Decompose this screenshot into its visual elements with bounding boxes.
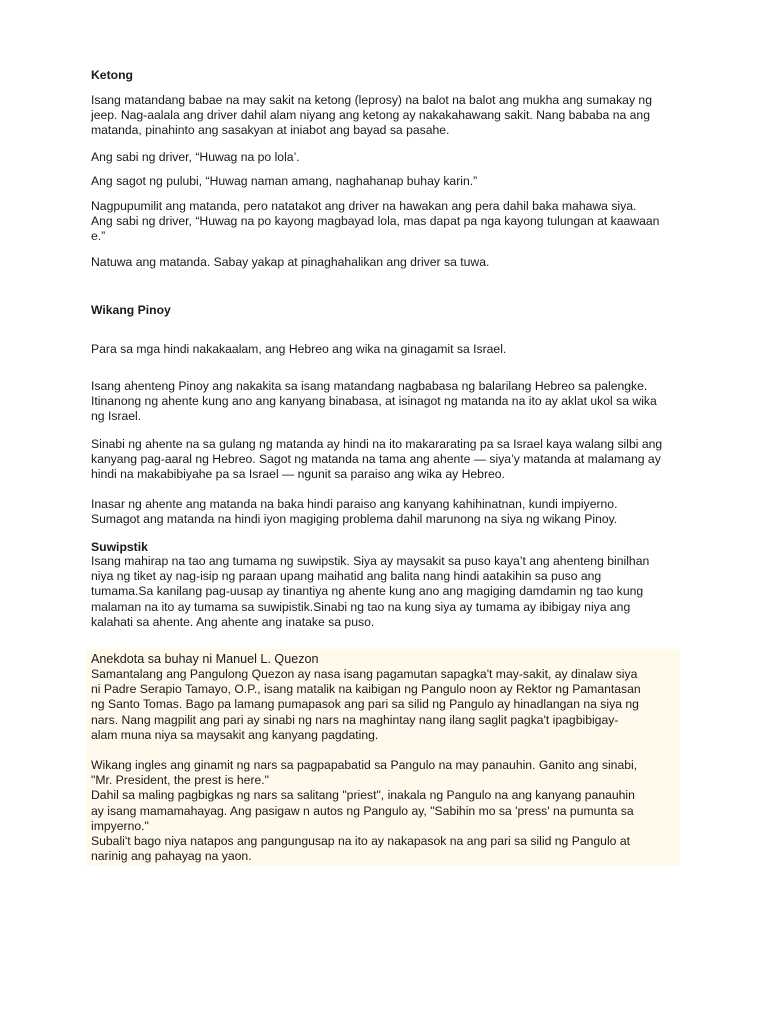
heading-suwipstik: Suwipstik	[91, 540, 148, 554]
heading-wikang-pinoy: Wikang Pinoy	[91, 303, 171, 317]
suwipstik-paragraph-1: Isang mahirap na tao ang tumama ng suwipstik. Siya ay maysakit sa puso kaya’t ang ahenteng binilhan niya ng tiket ay nag-isip ng paraan upang maihatid ang balita nang hindi aatakihin sa puso ang tumama.Sa kanilang pag-uusap ay tinantiya ng ahente kung ano ang magiging damdamin ng tao kung malaman na ito ay tumama sa suwipistik.Sinabi ng tao na kung siya ay tumama ay ibibigay niya ang kalahati sa ahente. Ang ahente ang inatake sa puso.	[91, 554, 650, 629]
ketong-paragraph-5: Natuwa ang matanda. Sabay yakap at pinaghahalikan ang driver sa tuwa.	[91, 255, 490, 269]
ketong-paragraph-3: Ang sagot ng pulubi, “Huwag naman amang, naghahanap buhay karin.”	[91, 174, 478, 188]
ketong-paragraph-4: Nagpupumilit ang matanda, pero natatakot ang driver na hawakan ang pera dahil baka mahawa siya. Ang sabi ng driver, “Huwag na po kayong magbayad lola, mas dapat pa nga kayong tulungan at kaawaan e.”	[91, 199, 660, 244]
quezon-paragraph-2: Wikang ingles ang ginamit ng nars sa pagpapabatid sa Pangulo na may panauhin. Ganito ang sinabi, "Mr. President, the prest is here." Dahil sa maling pagbigkas ng nars sa salitang "priest", inakala ng Pangulo na ang kanyang panauhin ay isang mamamahayag. Ang pasigaw n autos ng Pangulo ay, "Sabihin mo sa 'press' na pumunta sa impyerno." Subali't bago niya natapos ang pangungusap na ito ay nakapasok na ang pari sa silid ng Pangulo at narinig ang pahayag na yaon.	[91, 758, 638, 864]
quezon-paragraph-1: Samantalang ang Pangulong Quezon ay nasa isang pagamutan sapagka't may-sakit, ay dinalaw siya ni Padre Serapio Tamayo, O.P., isang matalik na kaibigan ng Pangulo noon ay Rektor ng Pamantasan ng Santo Tomas. Bago pa lamang pumapasok ang pari sa silid ng Pangulo ay hinadlangan na siya ng nars. Nang magpilit ang pari ay sinabi ng nars na maghintay nang ilang saglit pagka't ipagbibigay- alam muna niya sa maysakit ang kanyang pagdating.	[91, 667, 641, 742]
wikang-pinoy-paragraph-2: Isang ahenteng Pinoy ang nakakita sa isang matandang nagbabasa ng balarilang Hebreo sa palengke. Itinanong ng ahente kung ano ang kanyang binabasa, at isinagot ng matanda na ito ay aklat ukol sa wika ng Israel.	[91, 379, 657, 424]
ketong-paragraph-2: Ang sabi ng driver, “Huwag na po lola’.	[91, 150, 300, 164]
wikang-pinoy-paragraph-4: Inasar ng ahente ang matanda na baka hindi paraiso ang kanyang kahihinatnan, kundi impiyerno. Sumagot ang matanda na hindi iyon magiging problema dahil marunong na siya ng wikang Pinoy.	[91, 497, 618, 527]
heading-quezon-anecdote: Anekdota sa buhay ni Manuel L. Quezon	[91, 652, 319, 666]
wikang-pinoy-paragraph-1: Para sa mga hindi nakakaalam, ang Hebreo ang wika na ginagamit sa Israel.	[91, 342, 507, 356]
ketong-paragraph-1: Isang matandang babae na may sakit na ketong (leprosy) na balot na balot ang mukha ang sumakay ng jeep. Nag-aalala ang driver dahil alam niyang ang ketong ay nakakahawang sakit. Nang bababa na ang matanda, pinahinto ang sasakyan at iniabot ang bayad sa pasahe.	[91, 93, 652, 138]
heading-ketong: Ketong	[91, 68, 133, 82]
wikang-pinoy-paragraph-3: Sinabi ng ahente na sa gulang ng matanda ay hindi na ito makararating pa sa Israel kaya walang silbi ang kanyang pag-aaral ng Hebreo. Sagot ng matanda na tama ang ahente — siya’y matanda at malamang ay hindi na makabibiyahe pa sa Israel — ngunit sa paraiso ang wika ay Hebreo.	[91, 437, 663, 482]
